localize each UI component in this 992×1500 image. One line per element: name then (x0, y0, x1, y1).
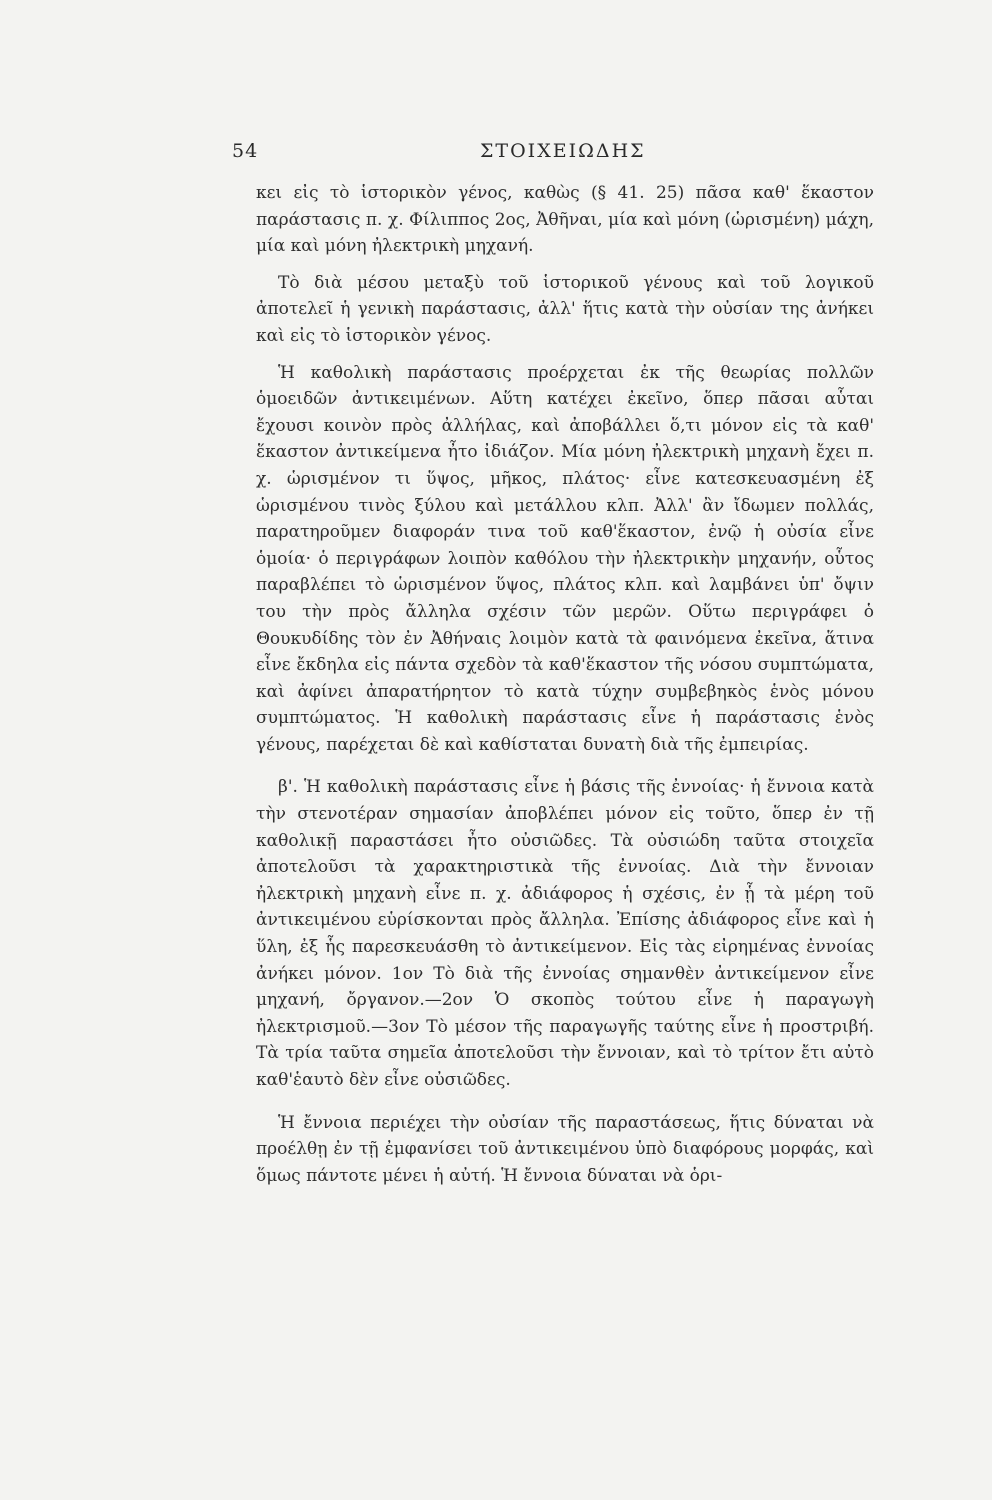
running-head: ΣΤΟΙΧΕΙΩΔΗΣ (480, 140, 646, 162)
paragraph-universal-representation: Ἡ καθολικὴ παράστασις προέρχεται ἐκ τῆς θεωρίας πολλῶν ὁμοειδῶν ἀντικειμένων. Αὕτη κατέχει ἐκεῖνο, ὅπερ πᾶσαι αὗται ἔχουσι κοινὸν πρὸς ἀλλήλας, καὶ ἀποβάλλει ὅ,τι μόνον εἰς τὰ καθ' ἕκαστον ἀντικείμενα ἦτο ἰδιάζον. Μία μόνη ἠλεκτρικὴ μηχανὴ ἔχει π. χ. ὡρισμένον τι ὕψος, μῆκος, πλάτος· εἶνε κατεσκευασμένη ἐξ ὡρισμένου τινὸς ξύλου καὶ μετάλλου κλπ. Ἀλλ' ἂν ἴδωμεν πολλάς, παρατηροῦμεν διαφοράν τινα τοῦ καθ'ἕκαστον, ἐνῷ ἡ οὐσία εἶνε ὁμοία· ὁ περιγράφων λοιπὸν καθόλου τὴν ἠλεκτρικὴν μηχανήν, οὗτος παραβλέπει τὸ ὡρισμένον ὕψος, πλάτος κλπ. καὶ λαμβάνει ὑπ' ὄψιν του τὴν πρὸς ἄλληλα σχέσιν τῶν μερῶν. Οὕτω περιγράφει ὁ Θουκυδίδης τὸν ἐν Ἀθήναις λοιμὸν κατὰ τὰ φαινόμενα ἐκεῖνα, ἅτινα εἶνε ἔκδηλα εἰς πάντα σχεδὸν τὰ καθ'ἕκαστον τῆς νόσου συμπτώματα, καὶ ἀφίνει ἀπαρατήρητον τὸ κατὰ τύχην συμβεβηκὸς ἑνὸς μόνου συμπτώματος. Ἡ καθολικὴ παράστασις εἶνε ἡ παράστασις ἑνὸς γένους, παρέχεται δὲ καὶ καθίσταται δυνατὴ διὰ τῆς ἐμπειρίας. (256, 362, 874, 755)
paragraph-concept-essence: Ἡ ἔννοια περιέχει τὴν οὐσίαν τῆς παραστάσεως, ἥτις δύναται νὰ προέλθῃ ἐν τῇ ἐμφανίσει τοῦ ἀντικειμένου ὑπὸ διαφόρους μορφάς, καὶ ὅμως πάντοτε μένει ἡ αὐτή. Ἡ ἔννοια δύναται νὰ ὁρι- (256, 1112, 874, 1186)
paragraph-general-representation: Τὸ διὰ μέσου μεταξὺ τοῦ ἱστορικοῦ γένους καὶ τοῦ λογικοῦ ἀποτελεῖ ἡ γενικὴ παράστασις, ἀλλ' ἥτις κατὰ τὴν οὐσίαν της ἀνήκει καὶ εἰς τὸ ἱστορικὸν γένος. (256, 272, 874, 346)
paragraph-continuation: κει εἰς τὸ ἱστορικὸν γένος, καθὼς (§ 41. 25) πᾶσα καθ' ἕκαστον παράστασις π. χ. Φίλιππος 2ος, Ἀθῆναι, μία καὶ μόνη (ὡρισμένη) μάχη, μία καὶ μόνη ἠλεκτρικὴ μηχανή. (256, 183, 874, 257)
body-text (256, 180, 874, 1189)
paragraph-concept: β'. Ἡ καθολικὴ παράστασις εἶνε ἡ βάσις τῆς ἐννοίας· ἡ ἔννοια κατὰ τὴν στενοτέραν σημασίαν ἀποβλέπει μόνον εἰς τοῦτο, ὅπερ ἐν τῇ καθολικῇ παραστάσει ἦτο οὐσιῶδες. Τὰ οὐσιώδη ταῦτα στοιχεῖα ἀποτελοῦσι τὰ χαρακτηριστικὰ τῆς ἐννοίας. Διὰ τὴν ἔννοιαν ἠλεκτρικὴ μηχανὴ εἶνε π. χ. ἀδιάφορος ἡ σχέσις, ἐν ᾗ τὰ μέρη τοῦ ἀντικειμένου εὑρίσκονται πρὸς ἄλληλα. Ἐπίσης ἀδιάφορος εἶνε καὶ ἡ ὕλη, ἐξ ἧς παρεσκευάσθη τὸ ἀντικείμενον. Εἰς τὰς εἰρημένας ἐννοίας ἀνήκει μόνον. 1ον Τὸ διὰ τῆς ἐννοίας σημανθὲν ἀντικείμενον εἶνε μηχανή, ὄργανον.—2ον Ὁ σκοπὸς τούτου εἶνε ἡ παραγωγὴ ἠλεκτρισμοῦ.—3ον Τὸ μέσον τῆς παραγωγῆς ταύτης εἶνε ἡ προστριβή. Τὰ τρία ταῦτα σημεῖα ἀποτελοῦσι τὴν ἔννοιαν, καὶ τὸ τρίτον ἔτι αὐτὸ καθ'ἑαυτὸ δὲν εἶνε οὐσιῶδες. (256, 777, 874, 1090)
page-header (232, 140, 872, 170)
page-number: 54 (232, 140, 259, 162)
